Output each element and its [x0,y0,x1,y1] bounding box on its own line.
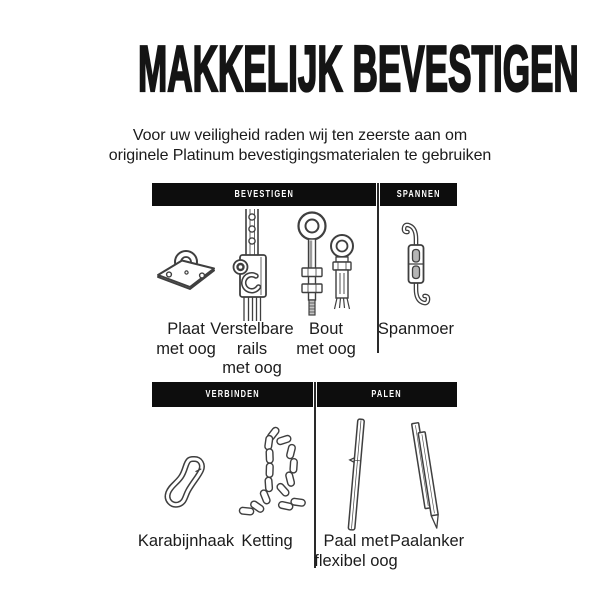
subtitle-line-2: originele Platinum bevestigingsmaterialen te gebruiken [108,146,492,164]
subtitle-line-1: Voor uw veiligheid raden wij ten zeerste aan om [132,127,468,144]
section-header-verbinden [152,382,313,407]
section-header-palen [317,382,457,407]
section-header-bevestigen-label: BEVESTIGEN [234,189,294,200]
label-line: Karabijnhaak [137,532,235,550]
carabiner-icon [162,451,210,513]
label-line: met oog [222,359,282,377]
pole-with-flexible-eye-icon [343,416,369,534]
label-line: flexibel oog [314,551,398,570]
label-line: Ketting [241,532,293,550]
label-line: Spanmoer [377,320,455,338]
page-title: MAKKELIJK BEVESTIGEN [138,32,579,105]
label-line: Verstelbare [210,320,294,338]
chain-icon [227,424,307,520]
eye-bolt-icon [291,209,361,321]
turnbuckle-icon [395,215,437,313]
adjustable-rail-with-eye-icon [230,209,274,321]
label-line: Paal met [323,532,389,550]
section-header-bevestigen [152,183,376,206]
label-line: met oog [156,339,216,358]
label-line: met oog [296,339,356,358]
label-line: rails [236,339,268,358]
section-header-spannen [380,183,457,206]
label-line: Bout [309,320,343,338]
item-label-spanmoer [361,320,471,340]
section-header-spannen-label: SPANNEN [396,189,441,200]
section-header-palen-label: PALEN [371,389,403,400]
label-line: Plaat [167,320,205,338]
label-line: Paalanker [389,532,465,550]
item-label-paalanker [372,532,482,552]
ground-anchor-stake-icon [407,420,447,532]
plate-with-eye-icon [153,242,219,294]
section-header-verbinden-label: VERBINDEN [205,389,260,400]
page-subtitle [0,126,600,165]
